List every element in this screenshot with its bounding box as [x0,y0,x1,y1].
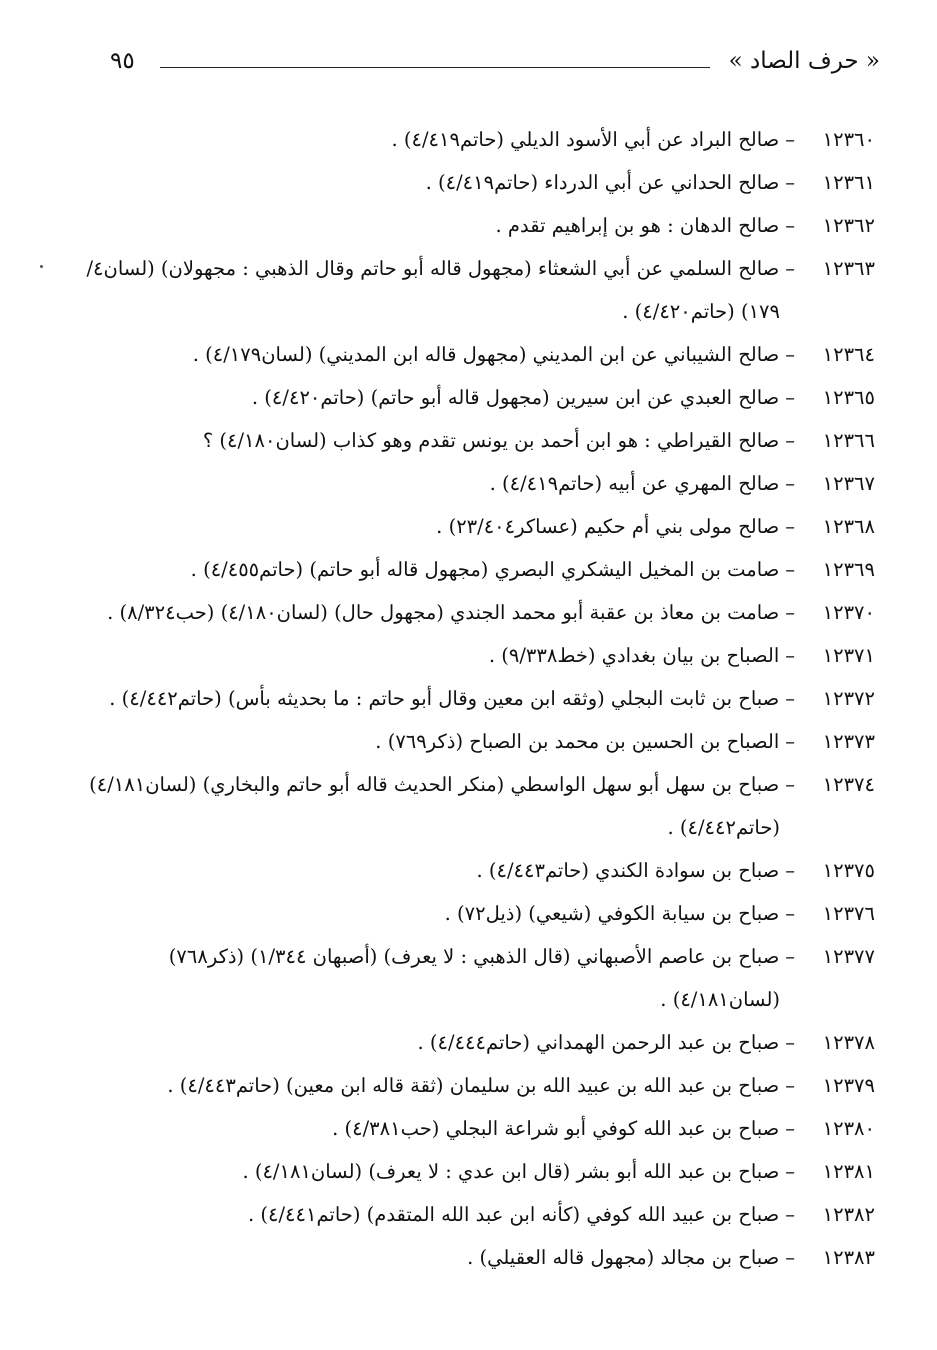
entry-number: ١٢٣٨١ [822,1160,875,1183]
entry-dash: – [785,128,795,151]
entry-continuation: (لسان٤/١٨١) . [660,988,780,1011]
entry-dash: – [785,945,795,968]
page-header [110,48,880,82]
entry-number: ١٢٣٧٦ [822,902,875,925]
entry-number: ١٢٣٧٩ [822,1074,875,1097]
list-item [95,849,875,892]
entry-dash: – [785,730,795,753]
list-item [95,333,875,376]
entry-number: ١٢٣٦٥ [822,386,875,409]
entry-dash: – [785,1031,795,1054]
entry-text: صباح بن عبد الرحمن الهمداني (حاتم٤/٤٤٤) . [417,1031,780,1054]
entry-dash: – [785,902,795,925]
entry-number: ١٢٣٦٣ [822,257,875,280]
entry-number: ١٢٣٧٨ [822,1031,875,1054]
entry-dash: – [785,601,795,624]
entry-number: ١٢٣٦٩ [822,558,875,581]
list-item [95,1193,875,1236]
entry-dash: – [785,1246,795,1269]
entry-text: صالح السلمي عن أبي الشعثاء (مجهول قاله أبو حاتم وقال الذهبي : مجهولان) (لسان٤/ [86,257,780,280]
entry-text: صباح بن ثابت البجلي (وثقه ابن معين وقال أبو حاتم : ما بحديثه بأس) (حاتم٤/٤٤٢) . [109,687,780,710]
entry-number: ١٢٣٧٤ [822,773,875,796]
entry-number: ١٢٣٧٢ [822,687,875,710]
entry-dash: – [785,1160,795,1183]
list-item [95,1236,875,1279]
entry-number: ١٢٣٨٠ [822,1117,875,1140]
chapter-title: « حرف الصاد » [728,48,880,74]
entry-text: صالح الحداني عن أبي الدرداء (حاتم٤/٤١٩) . [425,171,780,194]
entry-number: ١٢٣٦٠ [822,128,875,151]
list-item [86,247,875,290]
entry-number: ١٢٣٨٢ [822,1203,875,1226]
entry-dash: – [785,386,795,409]
entry-dash: – [785,429,795,452]
entry-number: ١٢٣٦٨ [822,515,875,538]
entry-dash: – [785,171,795,194]
entry-number: ١٢٣٦٢ [822,214,875,237]
header-rule [160,67,710,68]
entry-number: ١٢٣٦٧ [822,472,875,495]
entry-text: صباح بن عبيد الله كوفي (كأنه ابن عبد الله المتقدم) (حاتم٤/٤٤١) . [247,1203,780,1226]
entry-text: صباح بن عاصم الأصبهاني (قال الذهبي : لا يعرف) (أصبهان ١/٣٤٤) (ذكر٧٦٨) [168,945,780,968]
entry-text: صالح القيراطي : هو ابن أحمد بن يونس تقدم وهو كذاب (لسان٤/١٨٠) ؟ [202,429,780,452]
scan-speck [40,265,43,268]
entry-dash: – [785,1074,795,1097]
entry-text: صالح مولى بني أم حكيم (عساكر٢٣/٤٠٤) . [436,515,780,538]
list-item [95,118,875,161]
entry-dash: – [785,515,795,538]
list-item [95,505,875,548]
entry-dash: – [785,687,795,710]
entry-continuation: ١٧٩) (حاتم٤/٤٢٠) . [622,300,780,323]
entry-text: صباح بن سوادة الكندي (حاتم٤/٤٤٣) . [476,859,780,882]
entry-number: ١٢٣٧١ [822,644,875,667]
list-item [95,419,875,462]
list-item [95,161,875,204]
entry-text: صامت بن معاذ بن عقبة أبو محمد الجندي (مجهول حال) (لسان٤/١٨٠) (حب٨/٣٢٤) . [107,601,780,624]
entry-dash: – [785,773,795,796]
entry-number: ١٢٣٦١ [822,171,875,194]
entry-text: الصباح بن بيان بغدادي (خط٩/٣٣٨) . [488,644,780,667]
entry-text: صباح بن عبد الله كوفي أبو شراعة البجلي (حب٤/٣٨١) . [332,1117,780,1140]
list-item [95,376,875,419]
page-number: ٩٥ [110,48,135,74]
list-item [95,1021,875,1064]
entry-number: ١٢٣٦٤ [822,343,875,366]
entry-text: صباح بن مجالد (مجهول قاله العقيلي) . [467,1246,780,1269]
entry-dash: – [785,1117,795,1140]
entries-list [86,118,875,1279]
entry-text: صباح بن سهل أبو سهل الواسطي (منكر الحديث قاله أبو حاتم والبخاري) (لسان٤/١٨١) [89,773,780,796]
list-item [95,1150,875,1193]
entry-text: صامت بن المخيل اليشكري البصري (مجهول قاله أبو حاتم) (حاتم٤/٤٥٥) . [190,558,780,581]
list-item [95,677,875,720]
entry-number: ١٢٣٧٣ [822,730,875,753]
entry-dash: – [785,472,795,495]
entry-number: ١٢٣٨٣ [822,1246,875,1269]
entry-number: ١٢٣٦٦ [822,429,875,452]
list-item [95,462,875,505]
entry-text: صالح المهري عن أبيه (حاتم٤/٤١٩) . [489,472,780,495]
list-item [95,591,875,634]
list-item [95,720,875,763]
entry-dash: – [785,214,795,237]
entry-dash: – [785,859,795,882]
entry-number: ١٢٣٧٧ [822,945,875,968]
entry-text: صباح بن عبد الله بن عبيد الله بن سليمان (ثقة قاله ابن معين) (حاتم٤/٤٤٣) . [167,1074,780,1097]
entry-text: صالح البراد عن أبي الأسود الديلي (حاتم٤/٤١٩) . [391,128,780,151]
list-item [95,548,875,591]
list-item [95,204,875,247]
entry-text: صالح الدهان : هو بن إبراهيم تقدم . [495,214,780,237]
entry-text: صباح بن عبد الله أبو بشر (قال ابن عدي : لا يعرف) (لسان٤/١٨١) . [242,1160,780,1183]
list-item [95,935,875,978]
entry-number: ١٢٣٧٠ [822,601,875,624]
list-item [95,1107,875,1150]
entry-dash: – [785,257,795,280]
entry-number: ١٢٣٧٥ [822,859,875,882]
entry-text: صباح بن سيابة الكوفي (شيعي) (ذيل٧٢) . [444,902,780,925]
list-item [95,1064,875,1107]
entry-dash: – [785,644,795,667]
list-item [95,634,875,677]
entry-text: صالح الشيباني عن ابن المديني (مجهول قاله ابن المديني) (لسان٤/١٧٩) . [192,343,780,366]
entry-continuation: (حاتم٤/٤٤٢) . [667,816,780,839]
entry-dash: – [785,1203,795,1226]
entry-dash: – [785,558,795,581]
entry-text: صالح العبدي عن ابن سيرين (مجهول قاله أبو حاتم) (حاتم٤/٤٢٠) . [251,386,780,409]
list-item [89,763,875,806]
list-item [95,892,875,935]
entry-dash: – [785,343,795,366]
entry-text: الصباح بن الحسين بن محمد بن الصباح (ذكر٧٦٩) . [375,730,780,753]
